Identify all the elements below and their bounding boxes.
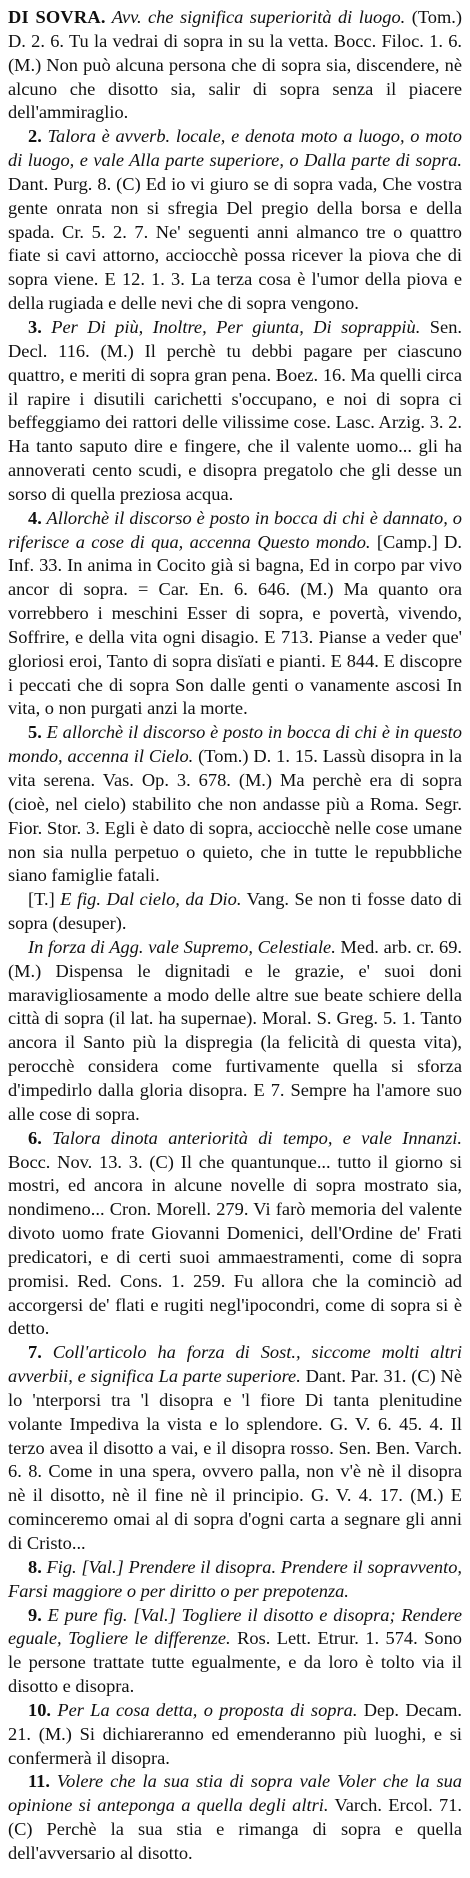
sense-2 xyxy=(8,125,462,316)
sense-citations: Varch. Ercol. 71. (C) Perchè la sua stia e rimanga di sopra e quella dell'avversario al disotto. xyxy=(8,1795,462,1863)
sense-definition: In forza di Agg. vale Supremo, Celestiale. xyxy=(28,936,336,957)
sense-7 xyxy=(8,1341,462,1556)
sense-11 xyxy=(8,1770,462,1865)
sense-number: 9. xyxy=(28,1604,42,1625)
sense-number: 11. xyxy=(28,1771,50,1792)
sense-definition: E pure fig. [Val.] Togliere il disotto e disopra; Rendere eguale, Togliere le differenze. xyxy=(8,1604,462,1649)
sense-10 xyxy=(8,1699,462,1771)
sense-definition: Coll'articolo ha forza di Sost., siccome molti altri avverbii, e significa La parte superiore. xyxy=(8,1342,462,1387)
sense-citations: Prendere il sopravvento, Farsi maggiore o per diritto o per prepotenza. xyxy=(8,1556,463,1601)
entry-heading-paragraph xyxy=(8,6,462,125)
sense-number: 10. xyxy=(28,1699,51,1720)
sense-definition: Talora dinota anteriorità di tempo, e vale Innanzi. xyxy=(41,1127,462,1148)
sense-citations: Dant. Par. 31. (C) Nè lo 'nterporsi tra 'l disopra e 'l fiore Di tanta plenitudine volante Impediva la vista e lo splendore. G. V. 6. 45. 4. Il terzo avea il disotto a vai, e il disopra rosso. Sen. Ben. Varch. 6. 8. Come in una spera, ovvero palla, non v'è nè il disopra nè il disotto, nè il fine nè il principio. G. V. 4. 17. (M.) E cominceremo omai al di sopra d'ogni carta a segnare gli anni di Cristo... xyxy=(8,1366,462,1553)
sense-number: 8. xyxy=(28,1556,42,1577)
sense-citations: (Tom.) D. 1. 15. Lassù disopra in la vita serena. Vas. Op. 3. 678. (M.) Ma perchè era di sopra (cioè, nel cielo) stabilito che non andasse più a Roma. Segr. Fior. Stor. 3. Egli è dato di sopra, acciocchè nelle cose umane non sia nulla perpetuo o quieto, che in tutte le repubbliche siano famiglie fatali. xyxy=(8,746,463,886)
sense-definition: Per Di più, Inoltre, Per giunta, Di soprappiù. xyxy=(41,316,421,337)
sense-citations: Ros. Lett. Etrur. 1. 574. Sono le persone trattate tutte egualmente, e da loro è tolto via il disotto e disopra. xyxy=(8,1628,462,1697)
sense-definition: E fig. Dal cielo, da Dio. xyxy=(54,889,242,910)
sense-definition: Fig. [Val.] Prendere il disopra. xyxy=(41,1556,277,1577)
sense-number: 3. xyxy=(28,316,42,337)
sense-5-fig xyxy=(8,888,462,936)
sense-citations: Dep. Decam. 21. (M.) Si dichiareranno ed emenderanno più luoghi, e si confermerà il disopra. xyxy=(8,1699,462,1768)
sense-citations: Vang. Se non ti fosse dato di sopra (desuper). xyxy=(8,889,462,934)
entry-citations: (Tom.) D. 2. 6. Tu la vedrai di sopra in su la vetta. Bocc. Filoc. 1. 6. (M.) Non può alcuna persona che di sopra sia, discendere, nè alcuno che disotto sia, salir di sopra senza il piacere dell'ammiraglio. xyxy=(8,7,462,123)
sense-5 xyxy=(8,721,462,888)
sense-number: 2. xyxy=(28,126,42,147)
entry-lemma: DI SOVRA. xyxy=(8,7,106,27)
sense-number: 4. xyxy=(28,507,42,528)
sense-5-agg xyxy=(8,936,462,1127)
sense-3 xyxy=(8,316,462,507)
sense-citations: Bocc. Nov. 13. 3. (C) Il che quantunque... tutto il giorno si mostri, ed ancora in alcune novelle di sopra mostrato sia, nondimeno... Cron. Morell. 279. Vi farò memoria del valente divoto uomo frate Giovanni Domenici, dell'Ordine de' Frati predicatori, e di certi suoi ammaestramenti, come di sopra promisi. Red. Cons. 1. 259. Fu allora che la cominciò ad accorgersi de' flati e rugiti negl'ipocondri, come di sopra si è detto. xyxy=(8,1151,462,1339)
sense-number: 7. xyxy=(28,1342,42,1363)
sense-definition: Volere che la sua stia di sopra vale Voler che la sua opinione si anteponga a quella degli altri. xyxy=(8,1771,462,1816)
sense-marker: [T.] xyxy=(28,889,55,910)
sense-definition: Talora è avverb. locale, e denota moto a luogo, o moto di luogo, e vale Alla parte superiore, o Dalla parte di sopra. xyxy=(8,126,462,171)
sense-definition: Per La cosa detta, o proposta di sopra. xyxy=(51,1699,358,1720)
sense-4 xyxy=(8,507,462,722)
sense-8 xyxy=(8,1556,462,1604)
sense-definition: Allorchè il discorso è posto in bocca di chi è dannato, o riferisce a cose di qua, accenna Questo mondo. xyxy=(8,507,462,552)
sense-citations: Dant. Purg. 8. (C) Ed io vi giuro se di sopra vada, Che vostra gente onrata non si sfregia Del pregio della borsa e della spada. Cr. 5. 2. 7. Ne' seguenti anni almanco tre o quattro fiate si cavi attorno, acciocchè possa ricever la piova che di sopra viene. E 12. 1. 3. La terza cosa è l'umor della piova e della rugiada e delle nevi che di sopra vengono. xyxy=(8,173,462,314)
sense-number: 5. xyxy=(28,722,42,743)
sense-number: 6. xyxy=(28,1127,42,1148)
sense-citations: [Camp.] D. Inf. 33. In anima in Cocito già si bagna, Ed in corpo par vivo ancor di sopra. = Car. En. 6. 646. (M.) Ma quanto ora vorrebbero i meschini Esser di sopra, e povertà, vivendo, Soffrire, e della vita ogni disagio. E 713. Pianse a veder que' gloriosi eroi, Tanto di sopra disïati e pianti. E 844. E discopre i peccati che di sopra Son dalle genti o vanamente ascosi In vita, o non purgati anzi la morte. xyxy=(8,531,462,719)
sense-citations: Sen. Decl. 116. (M.) Il perchè tu debbi pagare per ciascuno quattro, e meriti di sopra gran pena. Boez. 16. Ma quelli circa il rapire i disutili carichetti s'occupano, e noi di sopra ci beffeggiamo dei rattori delle vilissime cose. Lasc. Arzig. 3. 2. Ha tanto saputo dire e fingere, che il valente uomo... gli ha annoverati cento scudi, e disopra pregatolo che gli desse un sorso di quella preziosa acqua. xyxy=(8,316,462,504)
sense-definition: E allorchè il discorso è posto in bocca di chi è in questo mondo, accenna il Cielo. xyxy=(8,722,462,767)
sense-citations: Med. arb. cr. 69. (M.) Dispensa le dignitadi e le grazie, e' suoi doni maravigliosamente a modo delle altre sue beate schiere della città di sopra (il lat. ha supernae). Moral. S. Greg. 5. 1. Tanto ancora il Santo più la dispregia (la felicità di questa vita), perocchè considera come furtivamente quella si sforza d'impedirlo dalla gloria disopra. E 7. Sempre ha l'amore suo alle cose di sopra. xyxy=(8,936,462,1124)
sense-6 xyxy=(8,1127,462,1342)
entry-definition: Avv. che significa superiorità di luogo. xyxy=(105,7,406,27)
sense-9 xyxy=(8,1604,462,1699)
